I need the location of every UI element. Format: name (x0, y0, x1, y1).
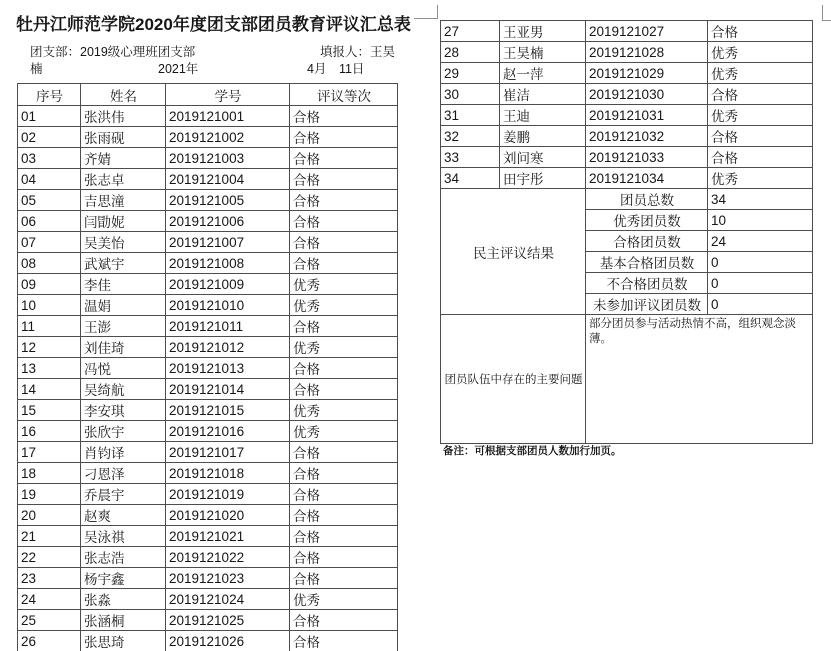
member-no-cell: 17 (18, 442, 81, 463)
member-id-cell: 2019121027 (586, 21, 708, 42)
member-name-cell: 吴绮航 (81, 379, 166, 400)
member-name-cell: 田宇彤 (500, 168, 586, 189)
summary-label-cell: 不合格团员数 (586, 273, 708, 294)
member-row (18, 358, 398, 379)
summary-value-cell: 10 (708, 210, 813, 231)
document-title: 牡丹江师范学院2020年度团支部团员教育评议汇总表 (16, 15, 411, 34)
member-row (18, 484, 398, 505)
member-grade-cell: 合格 (290, 148, 398, 169)
member-row (18, 106, 398, 127)
column-header: 学号 (166, 84, 290, 106)
member-no-cell: 01 (18, 106, 81, 127)
member-grade-cell: 优秀 (708, 168, 813, 189)
member-grade-cell: 合格 (290, 190, 398, 211)
member-row (18, 526, 398, 547)
member-grade-cell: 合格 (290, 232, 398, 253)
member-no-cell: 20 (18, 505, 81, 526)
member-no-cell: 02 (18, 127, 81, 148)
member-row (18, 568, 398, 589)
footnote: 备注：可根据支部团员人数加行加页。 (443, 445, 622, 457)
member-no-cell: 08 (18, 253, 81, 274)
member-id-cell: 2019121028 (586, 42, 708, 63)
member-row (18, 253, 398, 274)
member-no-cell: 28 (441, 42, 500, 63)
member-no-cell: 14 (18, 379, 81, 400)
member-row (441, 21, 813, 42)
member-name-cell: 杨宇鑫 (81, 568, 166, 589)
member-name-cell: 张思琦 (81, 631, 166, 651)
member-no-cell: 23 (18, 568, 81, 589)
member-no-cell: 12 (18, 337, 81, 358)
column-header: 评议等次 (290, 84, 398, 106)
member-name-cell: 吴美怡 (81, 232, 166, 253)
member-row (441, 63, 813, 84)
member-name-cell: 王澎 (81, 316, 166, 337)
member-no-cell: 15 (18, 400, 81, 421)
member-name-cell: 赵爽 (81, 505, 166, 526)
member-row (18, 232, 398, 253)
member-row (18, 463, 398, 484)
member-name-cell: 齐婧 (81, 148, 166, 169)
member-id-cell: 2019121016 (166, 421, 290, 442)
member-row (18, 190, 398, 211)
date-field: 4月 11日 (307, 62, 365, 76)
member-id-cell: 2019121004 (166, 169, 290, 190)
summary-label-cell: 团员总数 (586, 189, 708, 210)
member-name-cell: 王迪 (500, 105, 586, 126)
member-no-cell: 27 (441, 21, 500, 42)
summary-label-cell: 优秀团员数 (586, 210, 708, 231)
member-no-cell: 34 (441, 168, 500, 189)
member-grade-cell: 优秀 (290, 589, 398, 610)
column-header: 姓名 (81, 84, 166, 106)
member-row (18, 505, 398, 526)
member-no-cell: 04 (18, 169, 81, 190)
member-grade-cell: 合格 (290, 358, 398, 379)
member-grade-cell: 合格 (290, 568, 398, 589)
member-id-cell: 2019121031 (586, 105, 708, 126)
member-id-cell: 2019121032 (586, 126, 708, 147)
member-grade-cell: 优秀 (708, 42, 813, 63)
member-no-cell: 13 (18, 358, 81, 379)
page-margin-mark-left (414, 5, 438, 19)
summary-row (441, 189, 813, 210)
roster-header (18, 84, 398, 106)
member-name-cell: 李佳 (81, 274, 166, 295)
member-no-cell: 25 (18, 610, 81, 631)
member-id-cell: 2019121026 (166, 631, 290, 651)
member-grade-cell: 合格 (290, 316, 398, 337)
member-id-cell: 2019121009 (166, 274, 290, 295)
member-name-cell: 王亚男 (500, 21, 586, 42)
member-name-cell: 李安琪 (81, 400, 166, 421)
member-name-cell: 张涵桐 (81, 610, 166, 631)
branch-field: 团支部：2019级心理班团支部 (30, 45, 196, 59)
member-row (441, 147, 813, 168)
member-name-cell: 温娟 (81, 295, 166, 316)
member-row (18, 211, 398, 232)
problems-label-cell: 团员队伍中存在的主要问题 (441, 315, 586, 444)
member-grade-cell: 优秀 (290, 421, 398, 442)
member-id-cell: 2019121014 (166, 379, 290, 400)
member-grade-cell: 优秀 (708, 105, 813, 126)
member-name-cell: 武斌宇 (81, 253, 166, 274)
member-grade-cell: 合格 (290, 463, 398, 484)
member-row (18, 631, 398, 651)
member-row (18, 337, 398, 358)
member-no-cell: 32 (441, 126, 500, 147)
member-no-cell: 06 (18, 211, 81, 232)
member-row (441, 168, 813, 189)
summary-label-cell: 合格团员数 (586, 231, 708, 252)
member-grade-cell: 合格 (290, 253, 398, 274)
reporter-name-wrap: 楠 (30, 62, 43, 76)
member-id-cell: 2019121011 (166, 316, 290, 337)
member-id-cell: 2019121018 (166, 463, 290, 484)
member-no-cell: 07 (18, 232, 81, 253)
member-name-cell: 刘问寒 (500, 147, 586, 168)
member-id-cell: 2019121034 (586, 168, 708, 189)
problems-row (441, 315, 813, 444)
member-name-cell: 张雨砚 (81, 127, 166, 148)
member-row (18, 421, 398, 442)
member-grade-cell: 合格 (290, 631, 398, 651)
member-id-cell: 2019121002 (166, 127, 290, 148)
member-grade-cell: 合格 (290, 610, 398, 631)
member-row (441, 42, 813, 63)
member-name-cell: 乔晨宇 (81, 484, 166, 505)
member-no-cell: 10 (18, 295, 81, 316)
member-row (18, 127, 398, 148)
member-no-cell: 22 (18, 547, 81, 568)
member-id-cell: 2019121022 (166, 547, 290, 568)
member-id-cell: 2019121006 (166, 211, 290, 232)
member-grade-cell: 合格 (708, 126, 813, 147)
member-id-cell: 2019121008 (166, 253, 290, 274)
member-no-cell: 24 (18, 589, 81, 610)
member-row (441, 105, 813, 126)
member-name-cell: 崔洁 (500, 84, 586, 105)
member-name-cell: 刘佳琦 (81, 337, 166, 358)
summary-title-cell: 民主评议结果 (441, 189, 586, 315)
roster-table-left (17, 83, 398, 651)
member-grade-cell: 合格 (708, 147, 813, 168)
member-no-cell: 31 (441, 105, 500, 126)
roster-header-row (18, 84, 398, 106)
member-grade-cell: 合格 (290, 379, 398, 400)
member-grade-cell: 合格 (290, 484, 398, 505)
member-grade-cell: 合格 (290, 526, 398, 547)
member-grade-cell: 合格 (290, 169, 398, 190)
summary-value-cell: 34 (708, 189, 813, 210)
member-name-cell: 张淼 (81, 589, 166, 610)
page-margin-mark-right (822, 5, 831, 21)
member-grade-cell: 优秀 (290, 295, 398, 316)
member-row (18, 400, 398, 421)
member-name-cell: 吉思潼 (81, 190, 166, 211)
member-grade-cell: 合格 (290, 127, 398, 148)
member-row (18, 589, 398, 610)
year-field: 2021年 (158, 62, 199, 76)
member-name-cell: 刁恩泽 (81, 463, 166, 484)
member-row (18, 316, 398, 337)
roster-table-right (440, 20, 813, 444)
member-grade-cell: 优秀 (290, 400, 398, 421)
member-id-cell: 2019121030 (586, 84, 708, 105)
member-id-cell: 2019121005 (166, 190, 290, 211)
summary-label-cell: 未参加评议团员数 (586, 294, 708, 315)
member-no-cell: 18 (18, 463, 81, 484)
member-name-cell: 张志卓 (81, 169, 166, 190)
member-grade-cell: 合格 (290, 547, 398, 568)
member-row (18, 274, 398, 295)
member-no-cell: 19 (18, 484, 81, 505)
summary-label-cell: 基本合格团员数 (586, 252, 708, 273)
member-grade-cell: 优秀 (290, 337, 398, 358)
member-id-cell: 2019121003 (166, 148, 290, 169)
summary-value-cell: 0 (708, 252, 813, 273)
member-no-cell: 03 (18, 148, 81, 169)
member-row (18, 295, 398, 316)
member-row (18, 148, 398, 169)
member-row (18, 379, 398, 400)
member-name-cell: 张志浩 (81, 547, 166, 568)
member-no-cell: 33 (441, 147, 500, 168)
member-id-cell: 2019121024 (166, 589, 290, 610)
member-name-cell: 吴泳祺 (81, 526, 166, 547)
member-id-cell: 2019121012 (166, 337, 290, 358)
member-id-cell: 2019121015 (166, 400, 290, 421)
member-row (18, 442, 398, 463)
member-grade-cell: 合格 (708, 84, 813, 105)
member-name-cell: 赵一萍 (500, 63, 586, 84)
member-grade-cell: 优秀 (708, 63, 813, 84)
member-no-cell: 26 (18, 631, 81, 651)
roster-table-right-body (441, 21, 813, 444)
member-name-cell: 姜鹏 (500, 126, 586, 147)
member-no-cell: 05 (18, 190, 81, 211)
member-no-cell: 16 (18, 421, 81, 442)
member-grade-cell: 合格 (290, 505, 398, 526)
member-id-cell: 2019121029 (586, 63, 708, 84)
member-id-cell: 2019121010 (166, 295, 290, 316)
member-id-cell: 2019121001 (166, 106, 290, 127)
problems-content-cell: 部分团员参与活动热情不高，组织观念淡薄。 (586, 315, 813, 444)
member-id-cell: 2019121020 (166, 505, 290, 526)
column-header: 序号 (18, 84, 81, 106)
member-id-cell: 2019121025 (166, 610, 290, 631)
member-no-cell: 21 (18, 526, 81, 547)
member-no-cell: 11 (18, 316, 81, 337)
member-grade-cell: 合格 (290, 211, 398, 232)
member-id-cell: 2019121019 (166, 484, 290, 505)
member-name-cell: 张欣宇 (81, 421, 166, 442)
member-no-cell: 09 (18, 274, 81, 295)
member-grade-cell: 合格 (290, 442, 398, 463)
member-id-cell: 2019121007 (166, 232, 290, 253)
roster-table-left-body (18, 106, 398, 651)
summary-value-cell: 24 (708, 231, 813, 252)
summary-value-cell: 0 (708, 273, 813, 294)
member-row (18, 610, 398, 631)
member-id-cell: 2019121033 (586, 147, 708, 168)
member-name-cell: 闫勖妮 (81, 211, 166, 232)
member-name-cell: 冯悦 (81, 358, 166, 379)
reporter-field: 填报人：王昊 (320, 45, 396, 59)
member-grade-cell: 合格 (290, 106, 398, 127)
member-row (18, 547, 398, 568)
member-row (441, 84, 813, 105)
member-no-cell: 30 (441, 84, 500, 105)
summary-value-cell: 0 (708, 294, 813, 315)
member-name-cell: 张洪伟 (81, 106, 166, 127)
member-id-cell: 2019121023 (166, 568, 290, 589)
member-id-cell: 2019121017 (166, 442, 290, 463)
member-name-cell: 肖钧译 (81, 442, 166, 463)
member-grade-cell: 优秀 (290, 274, 398, 295)
member-no-cell: 29 (441, 63, 500, 84)
member-name-cell: 王昊楠 (500, 42, 586, 63)
member-grade-cell: 合格 (708, 21, 813, 42)
member-id-cell: 2019121021 (166, 526, 290, 547)
member-row (441, 126, 813, 147)
member-row (18, 169, 398, 190)
member-id-cell: 2019121013 (166, 358, 290, 379)
